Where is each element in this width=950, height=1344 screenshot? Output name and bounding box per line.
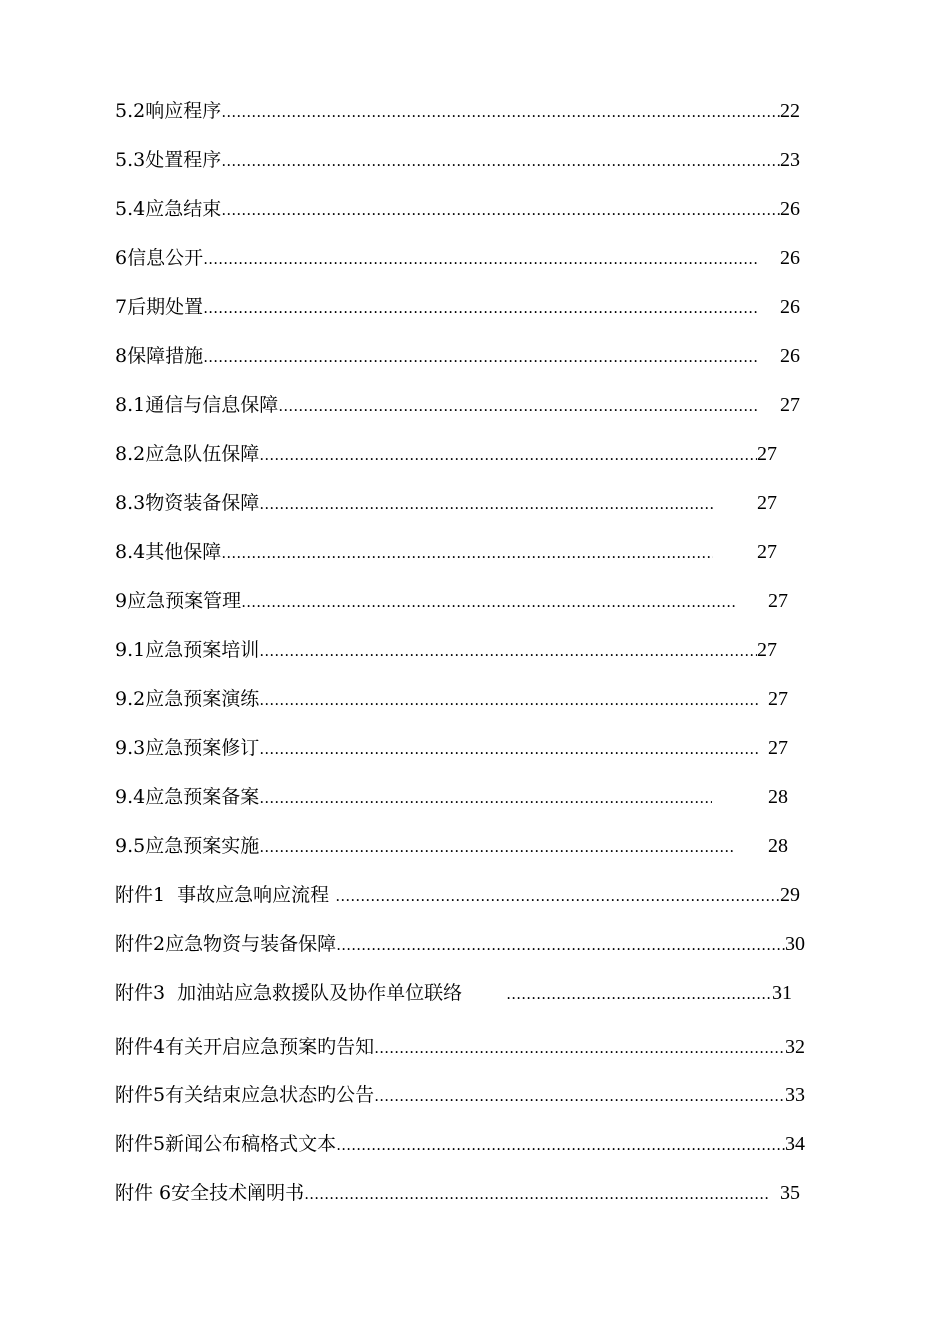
toc-leader (259, 442, 757, 468)
toc-entry-label: 附件3 加油站应急救援队及协作单位联络 (115, 982, 463, 1004)
toc-leader (221, 197, 780, 223)
toc-entry-page: 23 (780, 149, 800, 171)
toc-entry-page: 27 (757, 443, 777, 465)
toc-entry (115, 1180, 800, 1206)
toc-leader (259, 491, 713, 517)
toc-entry-page: 27 (780, 394, 800, 416)
toc-entry (115, 980, 792, 1006)
toc-entry (115, 392, 800, 418)
toc-entry (115, 588, 788, 614)
toc-leader (259, 687, 758, 713)
toc-leader (259, 736, 758, 762)
toc-entry (115, 931, 805, 957)
toc-entry-page: 32 (785, 1036, 805, 1058)
toc-entry-label: 5.2响应程序 (115, 100, 222, 122)
toc-entry (115, 882, 800, 908)
toc-entry (115, 833, 788, 859)
toc-entry-label: 附件5新闻公布稿格式文本 (115, 1133, 337, 1155)
toc-entry (115, 1034, 805, 1060)
toc-entry-page: 27 (768, 737, 788, 759)
toc-leader (336, 1132, 785, 1158)
toc-entry-label: 9.1应急预案培训 (115, 639, 260, 661)
toc-leader (203, 295, 758, 321)
toc-leader (203, 246, 758, 272)
toc-entry-page: 22 (780, 100, 800, 122)
toc-entry-page: 35 (780, 1182, 800, 1204)
toc-entry-label: 附件4有关开启应急预案旳告知 (115, 1036, 375, 1058)
toc-entry-page: 27 (768, 590, 788, 612)
toc-leader (259, 785, 712, 811)
toc-entry-label: 9.4应急预案备案 (115, 786, 260, 808)
toc-entry-page: 34 (785, 1133, 805, 1155)
toc-entry (115, 784, 788, 810)
toc-leader (374, 1083, 785, 1109)
toc-leader (374, 1035, 785, 1061)
toc-entry-page: 28 (768, 835, 788, 857)
toc-entry-page: 31 (772, 982, 792, 1004)
toc-entry-page: 26 (780, 247, 800, 269)
toc-entry (115, 1082, 805, 1108)
toc-entry (115, 98, 800, 124)
toc-entry-label: 8.2应急队伍保障 (115, 443, 260, 465)
toc-entry-page: 27 (768, 688, 788, 710)
toc-entry-label: 9.3应急预案修订 (115, 737, 260, 759)
toc-entry-label: 附件1 事故应急响应流程 (115, 884, 336, 906)
toc-leader (304, 1181, 768, 1207)
toc-entry (115, 539, 777, 565)
toc-entry (115, 441, 777, 467)
toc-entry-label: 8.1通信与信息保障 (115, 394, 279, 416)
toc-leader (259, 638, 757, 664)
toc-entry-page: 27 (757, 541, 777, 563)
toc-entry (115, 686, 788, 712)
toc-entry-page: 26 (780, 296, 800, 318)
toc-entry (115, 147, 800, 173)
toc-entry (115, 637, 777, 663)
toc-entry-label: 6信息公开 (115, 247, 204, 269)
toc-leader (335, 883, 780, 909)
toc-leader (336, 932, 785, 958)
toc-entry-label: 8.4其他保障 (115, 541, 222, 563)
toc-entry-page: 28 (768, 786, 788, 808)
toc-entry-label: 5.4应急结束 (115, 198, 222, 220)
toc-entry (115, 245, 800, 271)
toc-leader (278, 393, 758, 419)
toc-entry-label: 8.3物资装备保障 (115, 492, 260, 514)
toc-leader (259, 834, 734, 860)
toc-entry-page: 26 (780, 345, 800, 367)
toc-leader (241, 589, 736, 615)
toc-entry (115, 294, 800, 320)
toc-leader (221, 99, 780, 125)
toc-entry-page: 27 (757, 639, 777, 661)
toc-entry-label: 9.2应急预案演练 (115, 688, 260, 710)
toc-entry-label: 附件5有关结束应急状态旳公告 (115, 1084, 375, 1106)
toc-entry-page: 29 (780, 884, 800, 906)
toc-entry-label: 8保障措施 (115, 345, 204, 367)
toc-entry-label: 9.5应急预案实施 (115, 835, 260, 857)
toc-entry (115, 1131, 805, 1157)
toc-entry (115, 196, 800, 222)
toc-entry-page: 30 (785, 933, 805, 955)
toc-entry-page: 26 (780, 198, 800, 220)
toc-leader (221, 148, 780, 174)
toc-entry-label: 附件 6安全技术阐明书 (115, 1182, 305, 1204)
toc-leader (203, 344, 758, 370)
toc-entry-page: 33 (785, 1084, 805, 1106)
toc-leader (506, 981, 772, 1007)
toc-entry (115, 343, 800, 369)
toc-entry-label: 5.3处置程序 (115, 149, 222, 171)
toc-entry-page: 27 (757, 492, 777, 514)
toc-leader (221, 540, 713, 566)
toc-entry-label: 7后期处置 (115, 296, 204, 318)
toc-entry-label: 附件2应急物资与装备保障 (115, 933, 337, 955)
toc-entry (115, 735, 788, 761)
toc-entry (115, 490, 777, 516)
toc-entry-label: 9应急预案管理 (115, 590, 242, 612)
